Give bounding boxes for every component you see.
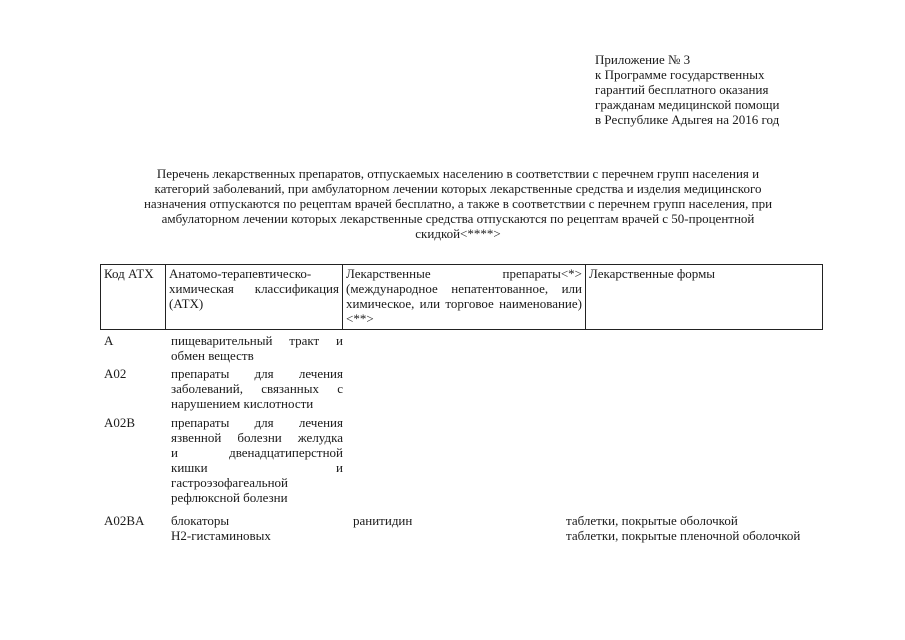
title-line: назначения отпускаются по рецептам врачей бесплатно, а также в соответствии с перечнем групп населения, при	[143, 196, 773, 211]
header-forms: Лекарственные формы	[586, 265, 823, 330]
row-code: A02B	[104, 415, 136, 430]
appendix-line: Приложение № 3	[595, 52, 691, 67]
row-classification: препараты для лечения заболеваний, связанных с нарушением кислотности	[171, 366, 343, 411]
row-drug: ранитидин	[353, 513, 413, 528]
row-code: A02BA	[104, 513, 145, 528]
title-line: скидкой<****>	[415, 226, 501, 241]
header-code: Код АТХ	[101, 265, 166, 330]
appendix-line: в Республике Адыгея на 2016 год	[595, 112, 780, 127]
row-code: A	[104, 333, 114, 348]
document-title	[108, 166, 808, 241]
title-line: категорий заболеваний, при амбулаторном лечении которых лекарственные средства и изделия медицинского	[154, 181, 762, 196]
title-line: Перечень лекарственных препаратов, отпускаемых населению в соответствии с перечнем групп населения и	[156, 166, 760, 181]
appendix-line: гарантий бесплатного оказания	[595, 82, 769, 97]
header-drugs: Лекарственные препараты<*> (международное непатентованное, или химическое, или торговое наименование) <**>	[343, 265, 586, 330]
appendix-line: гражданам медицинской помощи	[595, 97, 780, 112]
row-classification: блокаторы H2-гистаминовых	[171, 513, 271, 543]
title-line: амбулаторном лечении которых лекарственные средства отпускаются по рецептам врачей с 50-процентной	[161, 211, 755, 226]
row-classification: пищеварительный тракт и обмен веществ	[171, 333, 343, 363]
appendix-header	[595, 52, 835, 127]
appendix-line: к Программе государственных	[595, 67, 765, 82]
header-classification: Анатомо-терапевтическо-химическая классификация (АТХ)	[166, 265, 343, 330]
row-classification: препараты для лечения язвенной болезни желудка и двенадцатиперстной кишки и гастроэзофагеальной рефлюксной болезни	[171, 415, 343, 505]
row-code: A02	[104, 366, 127, 381]
row-forms: таблетки, покрытые оболочкой таблетки, покрытые пленочной оболочкой	[566, 513, 801, 543]
table-header	[100, 264, 823, 330]
